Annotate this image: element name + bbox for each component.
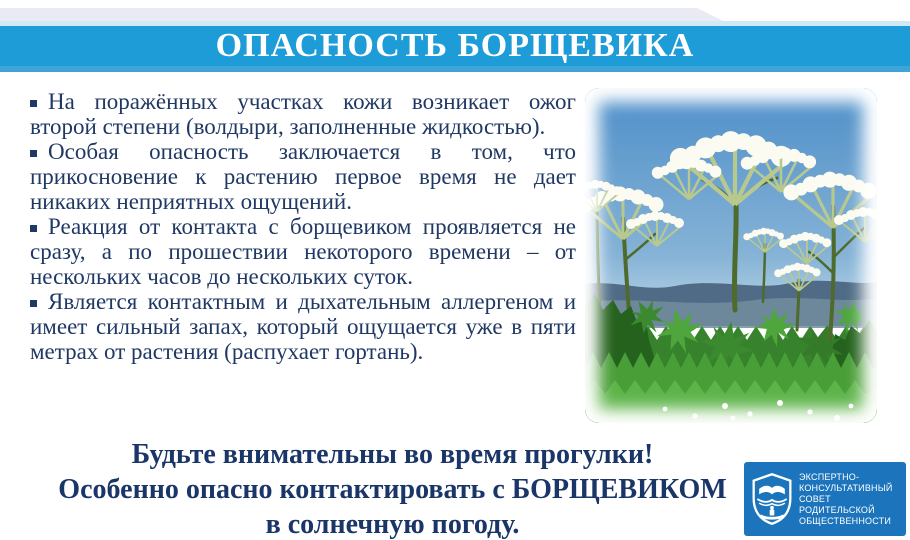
bullet-text: Особая опасность заключается в том, что прикосновение к растению первое время не дает никаких неприятных ощущений. <box>30 139 576 214</box>
list-item <box>30 289 576 364</box>
hogweed-photo-illustration <box>585 88 877 423</box>
bullet-text: Реакция от контакта с борщевиком проявляется не сразу, а по прошествии некоторого времени – от нескольких часов до нескольких суток. <box>30 214 576 289</box>
bullet-square-icon <box>30 225 37 232</box>
bullet-list <box>30 89 576 364</box>
bullet-text: Является контактным и дыхательным аллергеном и имеет сильный запах, который ощущается уже в пяти метрах от растения (распухает гортань). <box>30 289 576 364</box>
header-sub-strip <box>0 66 910 72</box>
council-logo <box>744 462 906 536</box>
council-name-line: ОБЩЕСТВЕННОСТИ <box>799 515 892 526</box>
page-title: ОПАСНОСТЬ БОРЩЕВИКА <box>215 27 695 64</box>
list-item <box>30 214 576 289</box>
bullet-text: На поражённых участках кожи возникает ожог второй степени (волдыри, заполненные жидкостью). <box>30 89 576 139</box>
council-name-line: СОВЕТ <box>799 493 831 504</box>
hogweed-photo <box>585 88 877 423</box>
council-emblem-icon <box>750 471 794 527</box>
warning-line-2: Особенно опасно контактировать с БОРЩЕВИКОМ <box>58 474 727 505</box>
council-name <box>799 472 893 527</box>
list-item <box>30 89 576 139</box>
warning-line-1: Будьте внимательны во время прогулки! <box>131 439 654 470</box>
council-name-line: РОДИТЕЛЬСКОЙ <box>799 504 875 515</box>
list-item <box>30 139 576 214</box>
warning-line-3: в солнечную погоду. <box>265 509 520 540</box>
council-name-line: ЭКСПЕРТНО- <box>799 471 860 482</box>
bullet-square-icon <box>30 100 37 107</box>
warning-text <box>0 437 785 540</box>
bullet-square-icon <box>30 300 37 307</box>
council-name-line: КОНСУЛЬТАТИВНЫЙ <box>799 482 893 493</box>
bullet-square-icon <box>30 150 37 157</box>
